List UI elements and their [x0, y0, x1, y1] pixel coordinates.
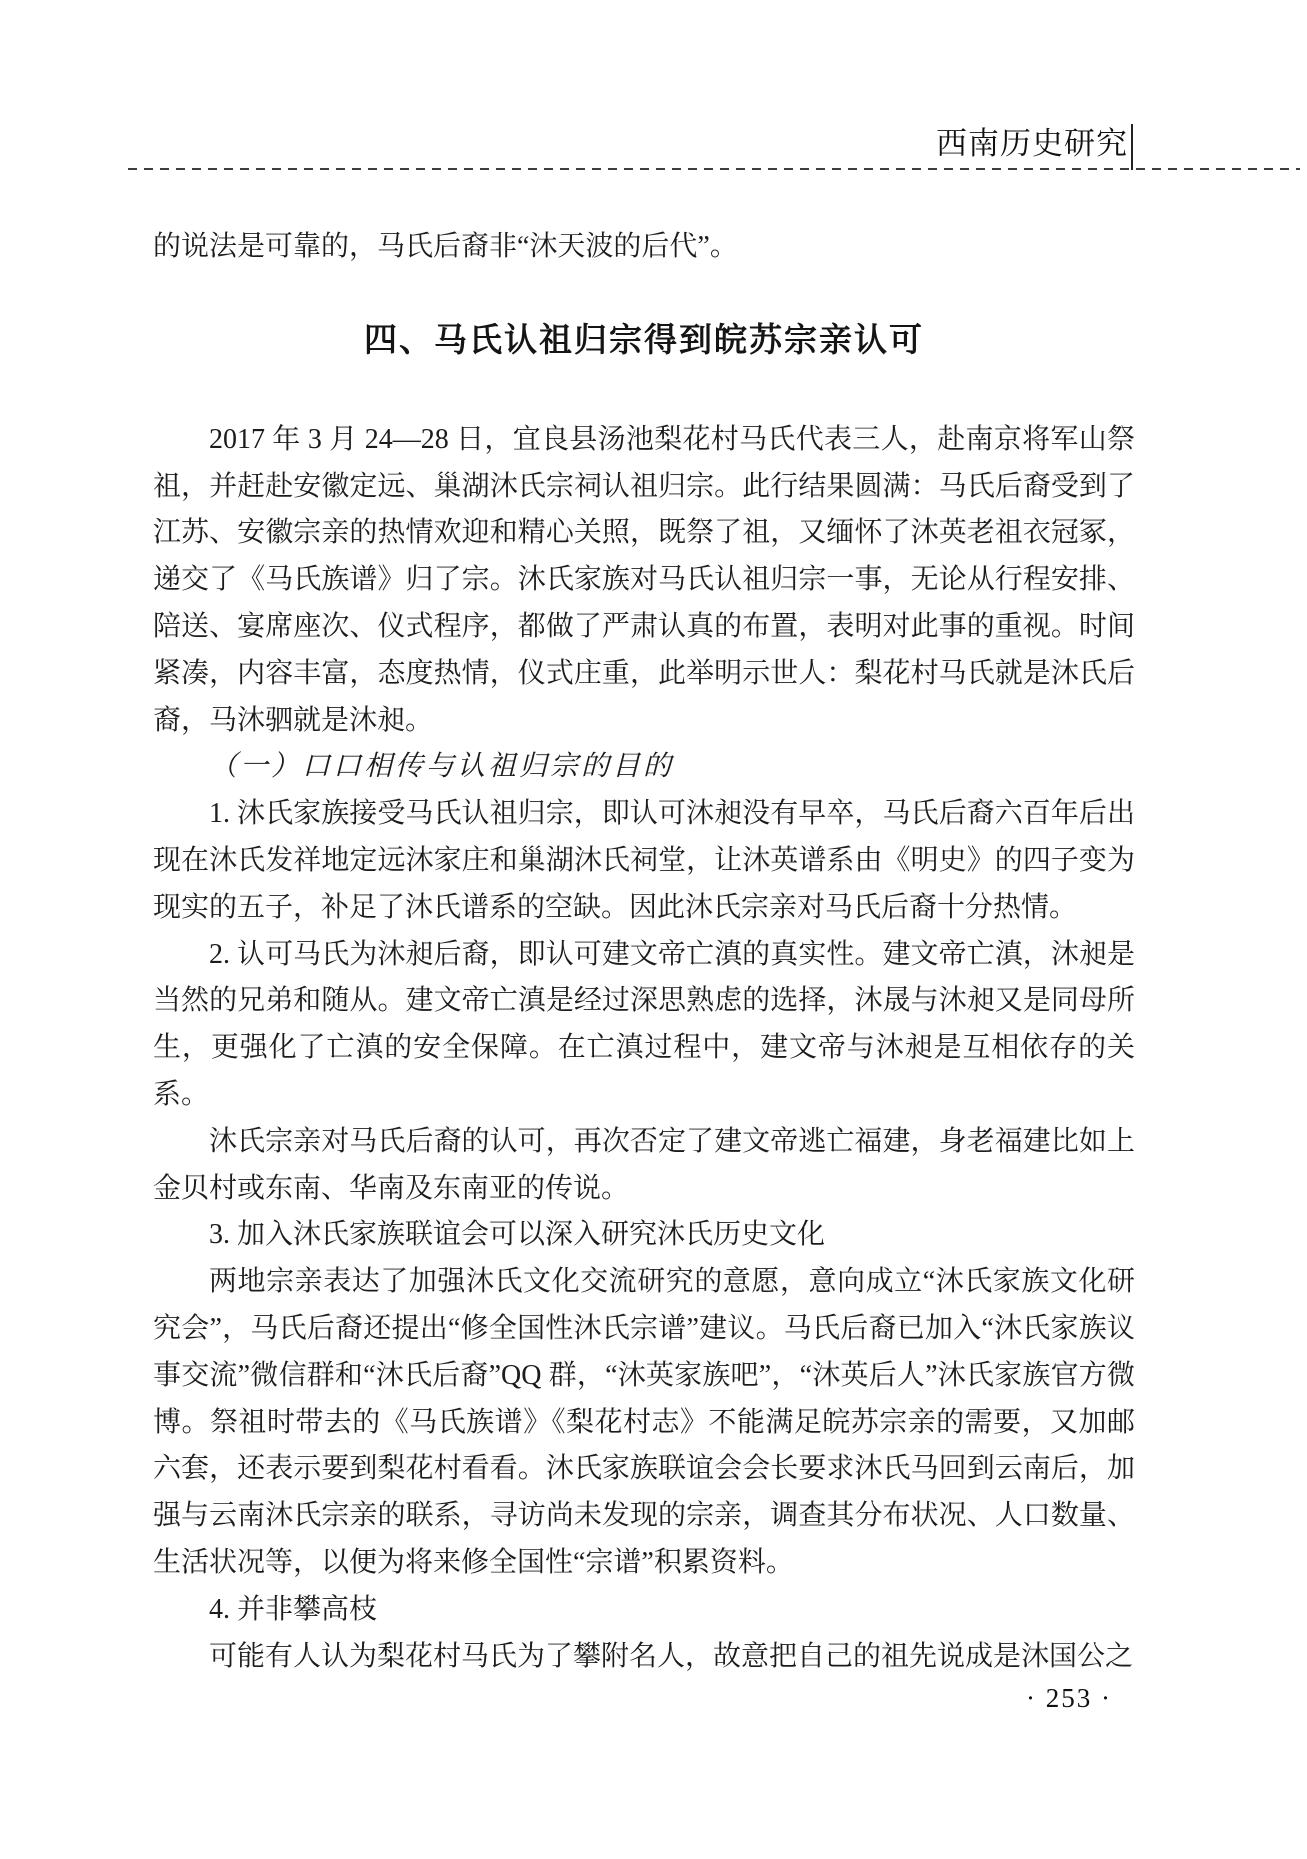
paragraph: 两地宗亲表达了加强沐氏文化交流研究的意愿，意向成立“沐氏家族文化研究会”，马氏后裔还提出“修全国性沐氏宗谱”建议。马氏后裔已加入“沐氏家族议事交流”微信群和“沐氏后裔”QQ 群，“沐英家族吧”，“沐英后人”沐氏家族官方微博。祭祖时带去的《马氏族谱》《梨花村志》不能满足皖苏宗亲的需要，又加邮六套，还表示要到梨花村看看。沐氏家族联谊会会长要求沐氏马回到云南后，加强与云南沐氏宗亲的联系，寻访尚未发现的宗亲，调查其分布状况、人口数量、生活状况等，以便为将来修全国性“宗谱”积累资料。 — [153, 1266, 1135, 1578]
paragraph: 2. 认可马氏为沐昶后裔，即认可建文帝亡滇的真实性。建文帝亡滇，沐昶是当然的兄弟和随从。建文帝亡滇是经过深思熟虑的选择，沐晟与沐昶又是同母所生，更强化了亡滇的安全保障。在亡滇过程中，建文帝与沐昶是互相依存的关系。 — [153, 938, 1135, 1110]
numbered-item-heading: 4. 并非攀高枝 — [209, 1593, 378, 1625]
numbered-item-heading: 3. 加入沐氏家族联谊会可以深入研究沐氏历史文化 — [209, 1219, 826, 1251]
paragraph: 1. 沐氏家族接受马氏认祖归宗，即认可沐昶没有早卒，马氏后裔六百年后出现在沐氏发祥地定远沐家庄和巢湖沐氏祠堂，让沐英谱系由《明史》的四子变为现实的五子，补足了沐氏谱系的空缺。因此沐氏宗亲对马氏后裔十分热情。 — [153, 798, 1135, 923]
paragraph: 沐氏宗亲对马氏后裔的认可，再次否定了建文帝逃亡福建，身老福建比如上金贝村或东南、华南及东南亚的传说。 — [153, 1125, 1135, 1204]
journal-title: 西南历史研究 — [936, 126, 1128, 161]
article-body — [153, 0, 1135, 1680]
paragraph: 可能有人认为梨花村马氏为了攀附名人，故意把自己的祖先说成是沐国公之 — [209, 1640, 1134, 1672]
paragraph: 2017 年 3 月 24—28 日，宜良县汤池梨花村马氏代表三人，赴南京将军山祭祖，并赶赴安徽定远、巢湖沐氏宗祠认祖归宗。此行结果圆满：马氏后裔受到了江苏、安徽宗亲的热情欢迎和精心关照，既祭了祖，又缅怀了沐英老祖衣冠冢，递交了《马氏族谱》归了宗。沐氏家族对马氏认祖归宗一事，无论从行程安排、陪送、宴席座次、仪式程序，都做了严肃认真的布置，表明对此事的重视。时间紧凑，内容丰富，态度热情，仪式庄重，此举明示世人：梨花村马氏就是沐氏后裔，马沐驷就是沐昶。 — [153, 423, 1135, 736]
page-number: · 253 · — [1026, 1683, 1112, 1713]
continued-paragraph: 的说法是可靠的，马氏后裔非“沐天波的后代”。 — [153, 231, 738, 262]
section-heading: 四、马氏认祖归宗得到皖苏宗亲认可 — [364, 320, 924, 358]
subsection-heading: （一）口口相传与认祖归宗的目的 — [209, 751, 675, 783]
